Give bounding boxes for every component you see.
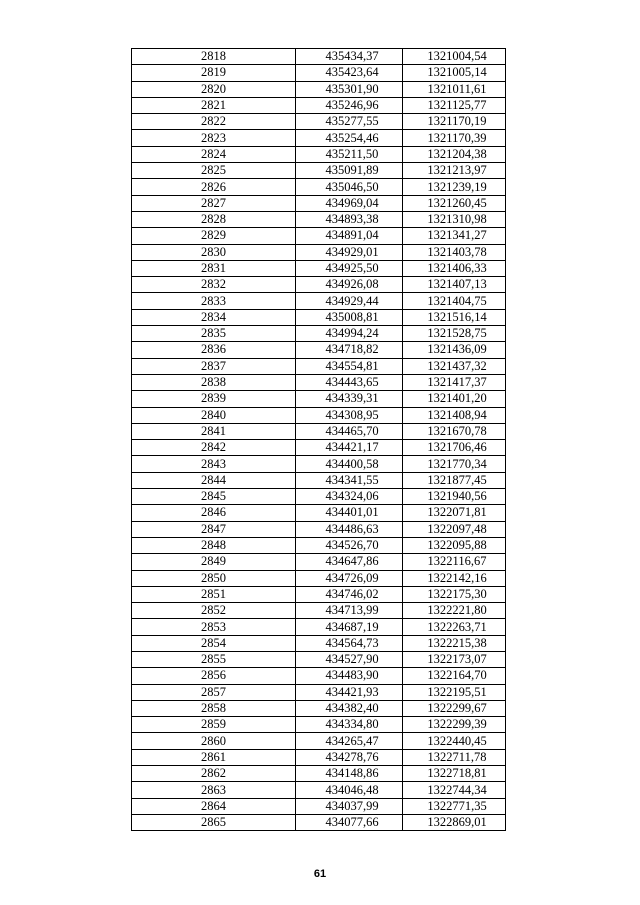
- table-row: [132, 603, 506, 619]
- y-coordinate-cell: 1321125,77: [403, 97, 506, 113]
- table-row: [132, 358, 506, 374]
- x-coordinate-cell: 435246,96: [296, 97, 403, 113]
- table-row: [132, 537, 506, 553]
- point-number-cell: 2852: [132, 603, 296, 619]
- x-coordinate-cell: 434925,50: [296, 260, 403, 276]
- x-coordinate-cell: 434926,08: [296, 277, 403, 293]
- table-row: [132, 163, 506, 179]
- point-number-cell: 2851: [132, 586, 296, 602]
- y-coordinate-cell: 1321670,78: [403, 423, 506, 439]
- x-coordinate-cell: 434046,48: [296, 782, 403, 798]
- x-coordinate-cell: 434929,01: [296, 244, 403, 260]
- y-coordinate-cell: 1322173,07: [403, 651, 506, 667]
- point-number-cell: 2829: [132, 228, 296, 244]
- y-coordinate-cell: 1322771,35: [403, 798, 506, 814]
- point-number-cell: 2820: [132, 81, 296, 97]
- point-number-cell: 2846: [132, 505, 296, 521]
- table-row: [132, 489, 506, 505]
- point-number-cell: 2854: [132, 635, 296, 651]
- y-coordinate-cell: 1322744,34: [403, 782, 506, 798]
- table-row: [132, 391, 506, 407]
- y-coordinate-cell: 1321401,20: [403, 391, 506, 407]
- x-coordinate-cell: 434334,80: [296, 717, 403, 733]
- point-number-cell: 2826: [132, 179, 296, 195]
- point-number-cell: 2863: [132, 782, 296, 798]
- y-coordinate-cell: 1321406,33: [403, 260, 506, 276]
- x-coordinate-cell: 435301,90: [296, 81, 403, 97]
- table-row: [132, 81, 506, 97]
- table-row: [132, 326, 506, 342]
- point-number-cell: 2860: [132, 733, 296, 749]
- point-number-cell: 2843: [132, 456, 296, 472]
- y-coordinate-cell: 1322142,16: [403, 570, 506, 586]
- table-row: [132, 668, 506, 684]
- table-row: [132, 309, 506, 325]
- x-coordinate-cell: 435091,89: [296, 163, 403, 179]
- y-coordinate-cell: 1321436,09: [403, 342, 506, 358]
- point-number-cell: 2822: [132, 114, 296, 130]
- table-row: [132, 700, 506, 716]
- table-row: [132, 407, 506, 423]
- y-coordinate-cell: 1321528,75: [403, 326, 506, 342]
- table-row: [132, 766, 506, 782]
- x-coordinate-cell: 434969,04: [296, 195, 403, 211]
- table-row: [132, 749, 506, 765]
- y-coordinate-cell: 1321170,39: [403, 130, 506, 146]
- table-row: [132, 586, 506, 602]
- table-row: [132, 782, 506, 798]
- y-coordinate-cell: 1322869,01: [403, 814, 506, 830]
- y-coordinate-cell: 1322097,48: [403, 521, 506, 537]
- y-coordinate-cell: 1322164,70: [403, 668, 506, 684]
- point-number-cell: 2828: [132, 211, 296, 227]
- y-coordinate-cell: 1321407,13: [403, 277, 506, 293]
- y-coordinate-cell: 1321516,14: [403, 309, 506, 325]
- y-coordinate-cell: 1321204,38: [403, 146, 506, 162]
- point-number-cell: 2819: [132, 65, 296, 81]
- table-row: [132, 342, 506, 358]
- point-number-cell: 2850: [132, 570, 296, 586]
- table-row: [132, 440, 506, 456]
- x-coordinate-cell: 434726,09: [296, 570, 403, 586]
- y-coordinate-cell: 1322071,81: [403, 505, 506, 521]
- x-coordinate-cell: 434382,40: [296, 700, 403, 716]
- point-number-cell: 2831: [132, 260, 296, 276]
- point-number-cell: 2836: [132, 342, 296, 358]
- table-row: [132, 456, 506, 472]
- point-number-cell: 2848: [132, 537, 296, 553]
- y-coordinate-cell: 1322095,88: [403, 537, 506, 553]
- y-coordinate-cell: 1321341,27: [403, 228, 506, 244]
- table-row: [132, 195, 506, 211]
- x-coordinate-cell: 434687,19: [296, 619, 403, 635]
- point-number-cell: 2856: [132, 668, 296, 684]
- y-coordinate-cell: 1322711,78: [403, 749, 506, 765]
- table-row: [132, 733, 506, 749]
- x-coordinate-cell: 434339,31: [296, 391, 403, 407]
- table-row: [132, 651, 506, 667]
- y-coordinate-cell: 1321310,98: [403, 211, 506, 227]
- y-coordinate-cell: 1322718,81: [403, 766, 506, 782]
- x-coordinate-cell: 434465,70: [296, 423, 403, 439]
- x-coordinate-cell: 434400,58: [296, 456, 403, 472]
- table-row: [132, 114, 506, 130]
- y-coordinate-cell: 1322221,80: [403, 603, 506, 619]
- y-coordinate-cell: 1321005,14: [403, 65, 506, 81]
- point-number-cell: 2849: [132, 554, 296, 570]
- x-coordinate-cell: 434421,17: [296, 440, 403, 456]
- y-coordinate-cell: 1322299,67: [403, 700, 506, 716]
- point-number-cell: 2858: [132, 700, 296, 716]
- table-row: [132, 374, 506, 390]
- table-row: [132, 423, 506, 439]
- table-row: [132, 798, 506, 814]
- y-coordinate-cell: 1321417,37: [403, 374, 506, 390]
- x-coordinate-cell: 434746,02: [296, 586, 403, 602]
- x-coordinate-cell: 434713,99: [296, 603, 403, 619]
- y-coordinate-cell: 1321260,45: [403, 195, 506, 211]
- y-coordinate-cell: 1321404,75: [403, 293, 506, 309]
- y-coordinate-cell: 1321403,78: [403, 244, 506, 260]
- x-coordinate-cell: 434526,70: [296, 537, 403, 553]
- y-coordinate-cell: 1321213,97: [403, 163, 506, 179]
- point-number-cell: 2859: [132, 717, 296, 733]
- x-coordinate-cell: 434278,76: [296, 749, 403, 765]
- point-number-cell: 2865: [132, 814, 296, 830]
- y-coordinate-cell: 1322215,38: [403, 635, 506, 651]
- x-coordinate-cell: 434265,47: [296, 733, 403, 749]
- x-coordinate-cell: 434148,86: [296, 766, 403, 782]
- x-coordinate-cell: 434341,55: [296, 472, 403, 488]
- y-coordinate-cell: 1321770,34: [403, 456, 506, 472]
- table-row: [132, 130, 506, 146]
- table-row: [132, 293, 506, 309]
- x-coordinate-cell: 434483,90: [296, 668, 403, 684]
- x-coordinate-cell: 434554,81: [296, 358, 403, 374]
- x-coordinate-cell: 434564,73: [296, 635, 403, 651]
- y-coordinate-cell: 1321940,56: [403, 489, 506, 505]
- x-coordinate-cell: 435423,64: [296, 65, 403, 81]
- x-coordinate-cell: 435434,37: [296, 49, 403, 65]
- x-coordinate-cell: 434308,95: [296, 407, 403, 423]
- table-row: [132, 684, 506, 700]
- table-row: [132, 211, 506, 227]
- y-coordinate-cell: 1322116,67: [403, 554, 506, 570]
- y-coordinate-cell: 1322263,71: [403, 619, 506, 635]
- x-coordinate-cell: 434929,44: [296, 293, 403, 309]
- table-row: [132, 179, 506, 195]
- point-number-cell: 2832: [132, 277, 296, 293]
- point-number-cell: 2853: [132, 619, 296, 635]
- table-row: [132, 146, 506, 162]
- point-number-cell: 2838: [132, 374, 296, 390]
- point-number-cell: 2823: [132, 130, 296, 146]
- table-row: [132, 814, 506, 830]
- table-row: [132, 570, 506, 586]
- y-coordinate-cell: 1321011,61: [403, 81, 506, 97]
- x-coordinate-cell: 435254,46: [296, 130, 403, 146]
- y-coordinate-cell: 1321004,54: [403, 49, 506, 65]
- y-coordinate-cell: 1321877,45: [403, 472, 506, 488]
- point-number-cell: 2824: [132, 146, 296, 162]
- y-coordinate-cell: 1321239,19: [403, 179, 506, 195]
- point-number-cell: 2845: [132, 489, 296, 505]
- point-number-cell: 2837: [132, 358, 296, 374]
- table-row: [132, 717, 506, 733]
- page-number: 61: [313, 868, 327, 880]
- point-number-cell: 2841: [132, 423, 296, 439]
- point-number-cell: 2842: [132, 440, 296, 456]
- table-row: [132, 65, 506, 81]
- point-number-cell: 2861: [132, 749, 296, 765]
- point-number-cell: 2857: [132, 684, 296, 700]
- coordinates-table-body: [132, 49, 506, 831]
- x-coordinate-cell: 434891,04: [296, 228, 403, 244]
- table-row: [132, 260, 506, 276]
- y-coordinate-cell: 1322175,30: [403, 586, 506, 602]
- x-coordinate-cell: 434401,01: [296, 505, 403, 521]
- x-coordinate-cell: 434077,66: [296, 814, 403, 830]
- table-row: [132, 277, 506, 293]
- point-number-cell: 2855: [132, 651, 296, 667]
- y-coordinate-cell: 1322299,39: [403, 717, 506, 733]
- x-coordinate-cell: 434994,24: [296, 326, 403, 342]
- point-number-cell: 2833: [132, 293, 296, 309]
- x-coordinate-cell: 435008,81: [296, 309, 403, 325]
- point-number-cell: 2835: [132, 326, 296, 342]
- x-coordinate-cell: 434718,82: [296, 342, 403, 358]
- y-coordinate-cell: 1322195,51: [403, 684, 506, 700]
- y-coordinate-cell: 1321170,19: [403, 114, 506, 130]
- table-row: [132, 97, 506, 113]
- point-number-cell: 2834: [132, 309, 296, 325]
- point-number-cell: 2844: [132, 472, 296, 488]
- table-row: [132, 472, 506, 488]
- table-row: [132, 619, 506, 635]
- x-coordinate-cell: 434037,99: [296, 798, 403, 814]
- x-coordinate-cell: 434486,63: [296, 521, 403, 537]
- x-coordinate-cell: 434324,06: [296, 489, 403, 505]
- point-number-cell: 2827: [132, 195, 296, 211]
- x-coordinate-cell: 434421,93: [296, 684, 403, 700]
- table-row: [132, 505, 506, 521]
- coordinates-table: [131, 48, 506, 831]
- point-number-cell: 2839: [132, 391, 296, 407]
- point-number-cell: 2830: [132, 244, 296, 260]
- y-coordinate-cell: 1321706,46: [403, 440, 506, 456]
- point-number-cell: 2840: [132, 407, 296, 423]
- table-row: [132, 49, 506, 65]
- table-row: [132, 635, 506, 651]
- x-coordinate-cell: 435211,50: [296, 146, 403, 162]
- table-row: [132, 244, 506, 260]
- y-coordinate-cell: 1321437,32: [403, 358, 506, 374]
- point-number-cell: 2847: [132, 521, 296, 537]
- point-number-cell: 2821: [132, 97, 296, 113]
- x-coordinate-cell: 435046,50: [296, 179, 403, 195]
- point-number-cell: 2825: [132, 163, 296, 179]
- point-number-cell: 2818: [132, 49, 296, 65]
- y-coordinate-cell: 1321408,94: [403, 407, 506, 423]
- x-coordinate-cell: 434443,65: [296, 374, 403, 390]
- x-coordinate-cell: 434647,86: [296, 554, 403, 570]
- x-coordinate-cell: 435277,55: [296, 114, 403, 130]
- table-row: [132, 521, 506, 537]
- point-number-cell: 2864: [132, 798, 296, 814]
- table-row: [132, 554, 506, 570]
- x-coordinate-cell: 434893,38: [296, 211, 403, 227]
- y-coordinate-cell: 1322440,45: [403, 733, 506, 749]
- x-coordinate-cell: 434527,90: [296, 651, 403, 667]
- point-number-cell: 2862: [132, 766, 296, 782]
- table-row: [132, 228, 506, 244]
